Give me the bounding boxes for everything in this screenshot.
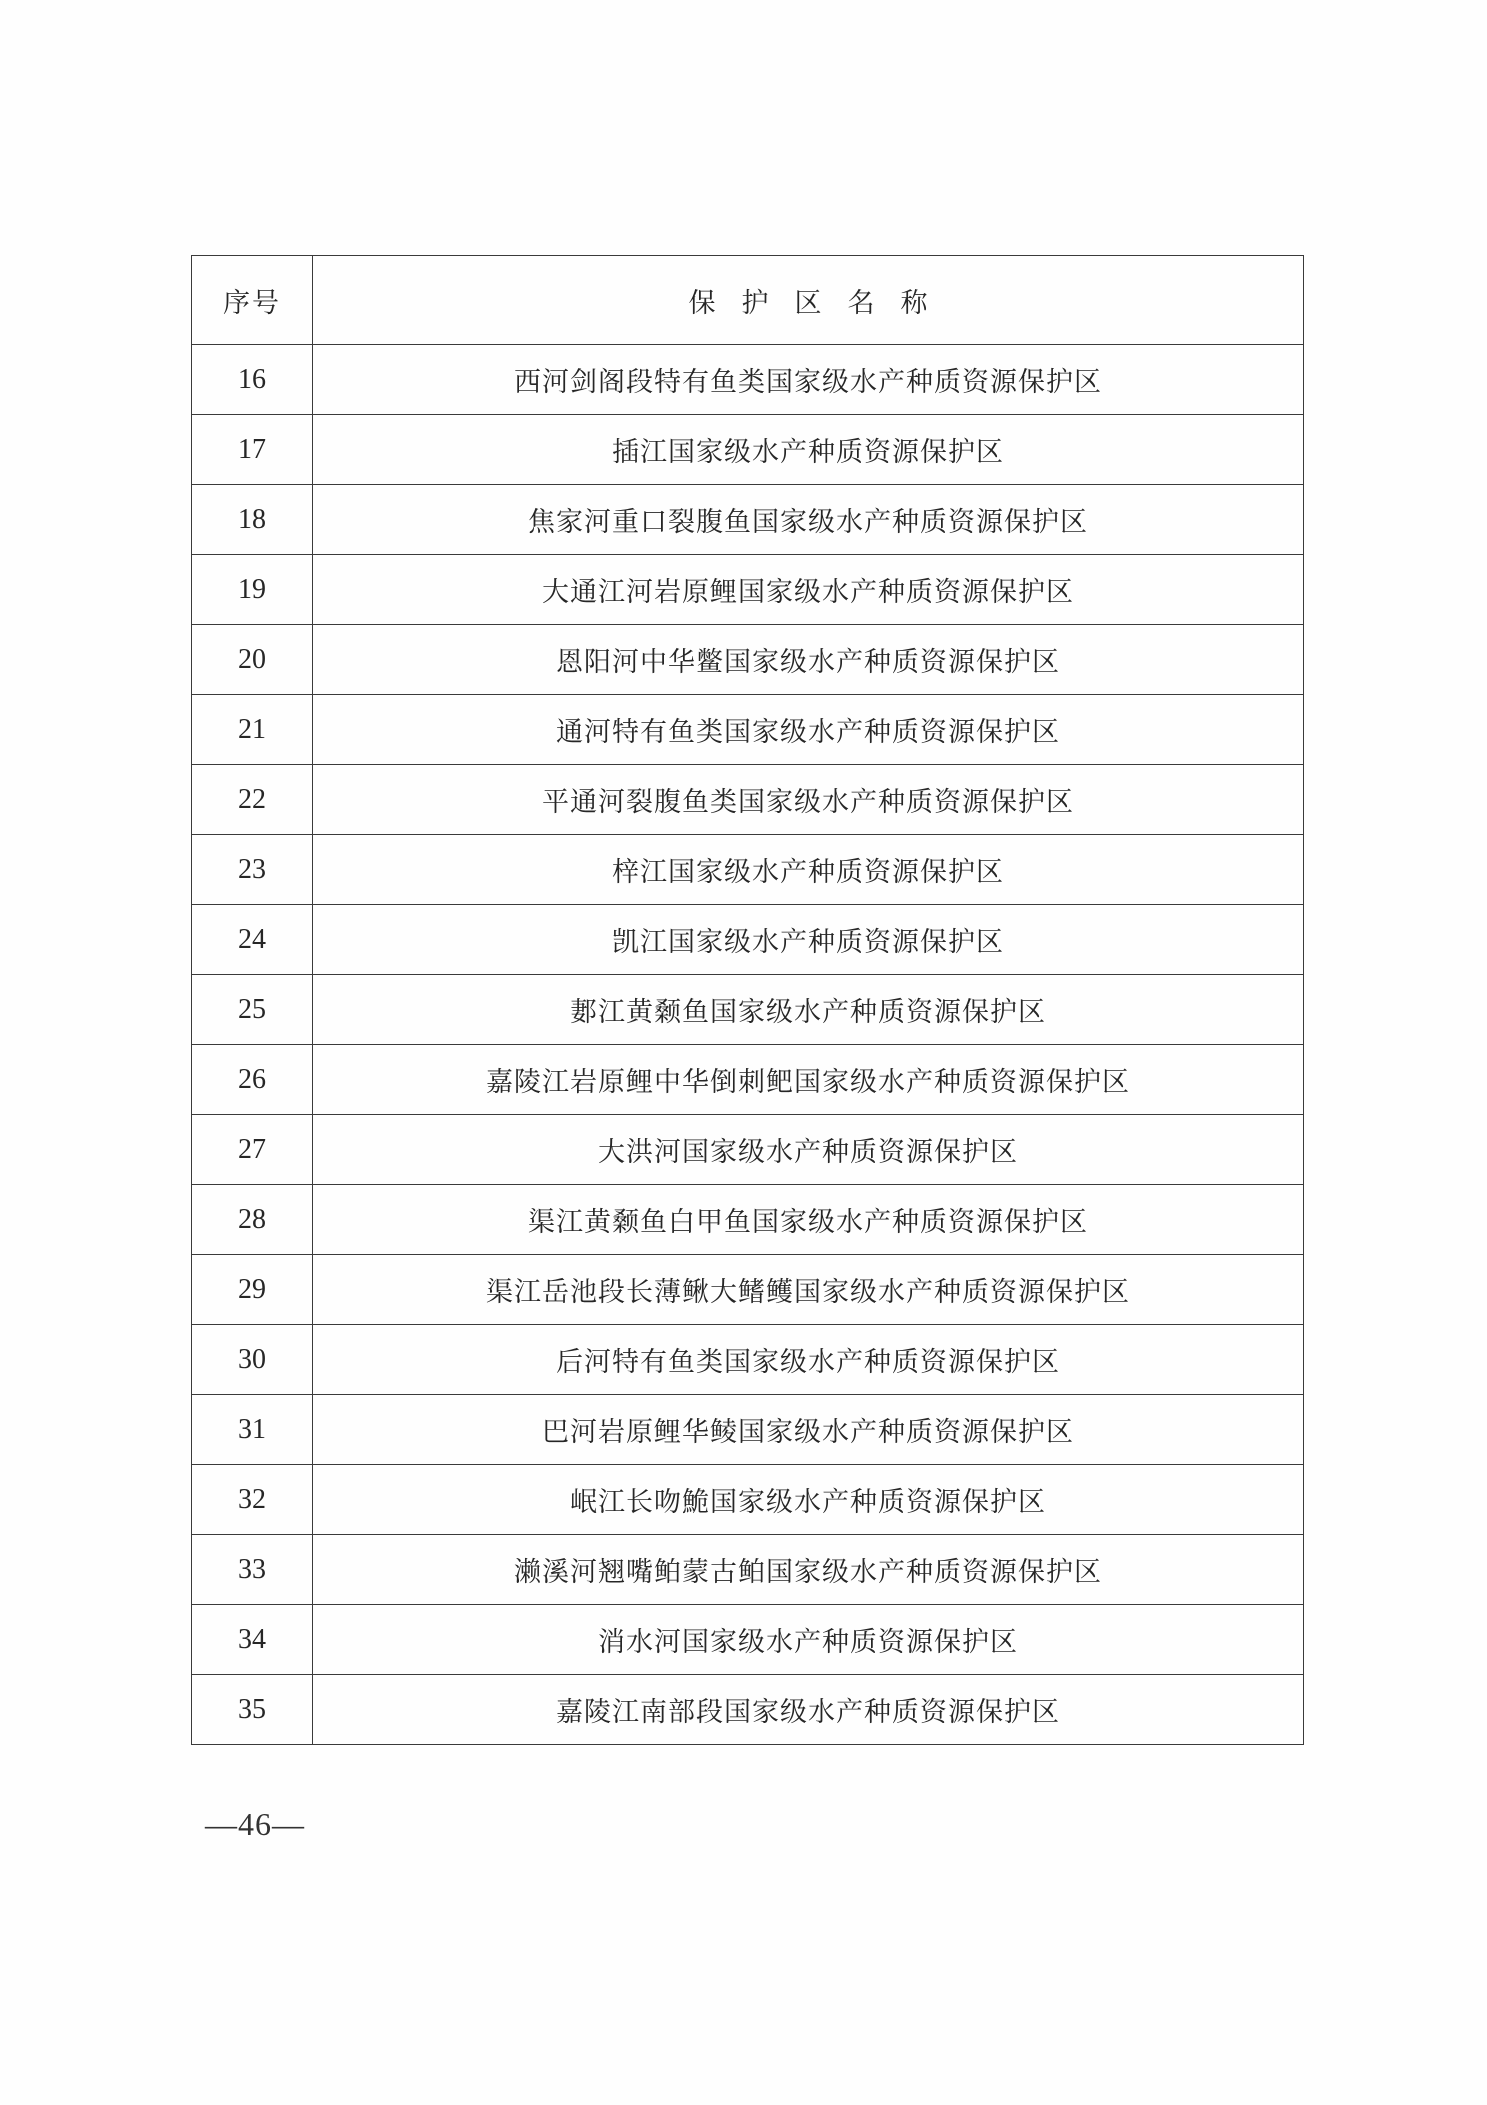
reserve-table — [191, 255, 1304, 1745]
page-number: —46— — [205, 1806, 305, 1842]
table-row — [192, 695, 1304, 765]
row-number: 16 — [192, 345, 313, 415]
table-row — [192, 1185, 1304, 1255]
table-row — [192, 345, 1304, 415]
table-row — [192, 1535, 1304, 1605]
row-name: 巴河岩原鲤华鲮国家级水产种质资源保护区 — [313, 1395, 1304, 1465]
table-row — [192, 1395, 1304, 1465]
row-number: 32 — [192, 1465, 313, 1535]
table-row — [192, 415, 1304, 485]
row-name: 通河特有鱼类国家级水产种质资源保护区 — [313, 695, 1304, 765]
table-row — [192, 625, 1304, 695]
row-name: 焦家河重口裂腹鱼国家级水产种质资源保护区 — [313, 485, 1304, 555]
table-row — [192, 555, 1304, 625]
table-row — [192, 1675, 1304, 1745]
row-name: 渠江岳池段长薄鳅大鳍鳠国家级水产种质资源保护区 — [313, 1255, 1304, 1325]
table-row — [192, 975, 1304, 1045]
row-name: 凯江国家级水产种质资源保护区 — [313, 905, 1304, 975]
row-name: 濑溪河翘嘴鲌蒙古鲌国家级水产种质资源保护区 — [313, 1535, 1304, 1605]
table-row — [192, 485, 1304, 555]
row-number: 20 — [192, 625, 313, 695]
table-row — [192, 1255, 1304, 1325]
table-row — [192, 1115, 1304, 1185]
row-number: 28 — [192, 1185, 313, 1255]
row-number: 21 — [192, 695, 313, 765]
row-name: 恩阳河中华鳖国家级水产种质资源保护区 — [313, 625, 1304, 695]
row-name: 嘉陵江岩原鲤中华倒刺鲃国家级水产种质资源保护区 — [313, 1045, 1304, 1115]
table-header-row — [192, 256, 1304, 345]
row-name: 平通河裂腹鱼类国家级水产种质资源保护区 — [313, 765, 1304, 835]
table-row — [192, 1465, 1304, 1535]
row-number: 24 — [192, 905, 313, 975]
header-name: 保护区名称 — [313, 256, 1304, 345]
table-row — [192, 1045, 1304, 1115]
table-row — [192, 1325, 1304, 1395]
row-number: 22 — [192, 765, 313, 835]
row-name: 西河剑阁段特有鱼类国家级水产种质资源保护区 — [313, 345, 1304, 415]
row-number: 29 — [192, 1255, 313, 1325]
row-number: 34 — [192, 1605, 313, 1675]
row-name: 大洪河国家级水产种质资源保护区 — [313, 1115, 1304, 1185]
row-name: 岷江长吻鮠国家级水产种质资源保护区 — [313, 1465, 1304, 1535]
row-name: 嘉陵江南部段国家级水产种质资源保护区 — [313, 1675, 1304, 1745]
row-name: 消水河国家级水产种质资源保护区 — [313, 1605, 1304, 1675]
table-row — [192, 835, 1304, 905]
table-row — [192, 905, 1304, 975]
row-name: 梓江国家级水产种质资源保护区 — [313, 835, 1304, 905]
row-number: 30 — [192, 1325, 313, 1395]
row-number: 31 — [192, 1395, 313, 1465]
row-number: 27 — [192, 1115, 313, 1185]
table-row — [192, 765, 1304, 835]
table-row — [192, 1605, 1304, 1675]
row-number: 25 — [192, 975, 313, 1045]
header-number: 序号 — [192, 256, 313, 345]
row-name: 大通江河岩原鲤国家级水产种质资源保护区 — [313, 555, 1304, 625]
row-name: 后河特有鱼类国家级水产种质资源保护区 — [313, 1325, 1304, 1395]
row-name: 郪江黄颡鱼国家级水产种质资源保护区 — [313, 975, 1304, 1045]
row-number: 33 — [192, 1535, 313, 1605]
row-name: 插江国家级水产种质资源保护区 — [313, 415, 1304, 485]
row-number: 17 — [192, 415, 313, 485]
row-number: 35 — [192, 1675, 313, 1745]
row-number: 26 — [192, 1045, 313, 1115]
row-number: 23 — [192, 835, 313, 905]
row-name: 渠江黄颡鱼白甲鱼国家级水产种质资源保护区 — [313, 1185, 1304, 1255]
row-number: 18 — [192, 485, 313, 555]
row-number: 19 — [192, 555, 313, 625]
